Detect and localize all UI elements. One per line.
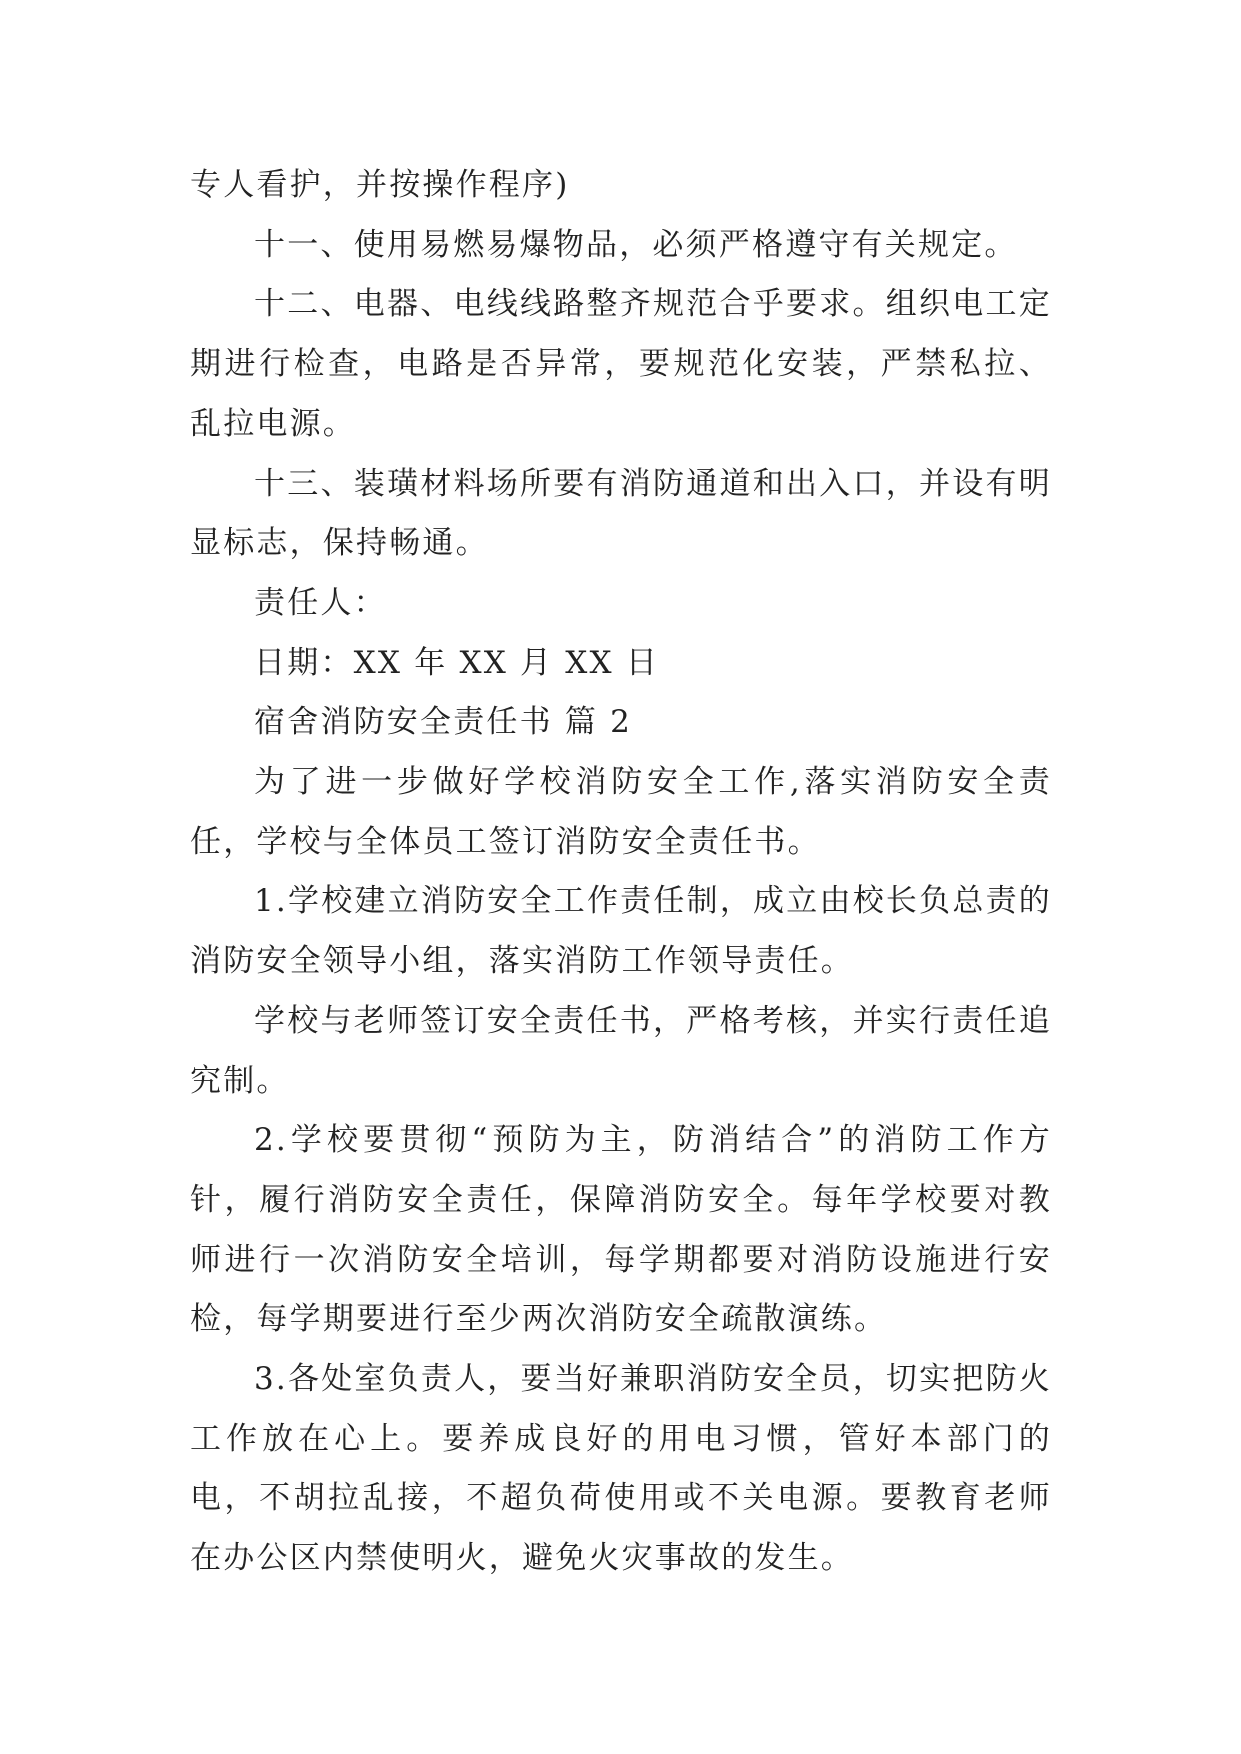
date-line: 日期：XX 年 XX 月 XX 日 — [254, 644, 660, 681]
paragraph: 1.学校建立消防安全工作责任制，成立由校长负总责的消防安全领导小组，落实消防工作领导责任。 — [190, 883, 1052, 980]
paragraph: 十二、电器、电线线路整齐规范合乎要求。组织电工定期进行检查，电路是否异常，要规范化安装，严禁私拉、乱拉电源。 — [190, 286, 1052, 442]
paragraph: 十三、装璜材料场所要有消防通道和出入口，并设有明显标志，保持畅通。 — [190, 465, 1052, 562]
document-body — [190, 156, 1052, 1589]
paragraph: 专人看护，并按操作程序) — [190, 167, 570, 203]
paragraph: 十一、使用易燃易爆物品，必须严格遵守有关规定。 — [254, 226, 1018, 263]
section-heading: 宿舍消防安全责任书 篇 2 — [254, 704, 633, 741]
paragraph: 2.学校要贯彻“预防为主，防消结合”的消防工作方针，履行消防安全责任，保障消防安全。每年学校要对教师进行一次消防安全培训，每学期都要对消防设施进行安检，每学期要进行至少两次消防安全疏散演练。 — [190, 1122, 1052, 1338]
paragraph: 学校与老师签订安全责任书，严格考核，并实行责任追究制。 — [190, 1002, 1052, 1099]
signature-line: 责任人： — [254, 584, 387, 621]
paragraph: 为了进一步做好学校消防安全工作,落实消防安全责任，学校与全体员工签订消防安全责任书。 — [190, 764, 1052, 860]
paragraph: 3.各处室负责人，要当好兼职消防安全员，切实把防火工作放在心上。要养成良好的用电习惯，管好本部门的电，不胡拉乱接，不超负荷使用或不关电源。要教育老师在办公区内禁使明火，避免火灾事故的发生。 — [190, 1361, 1052, 1577]
